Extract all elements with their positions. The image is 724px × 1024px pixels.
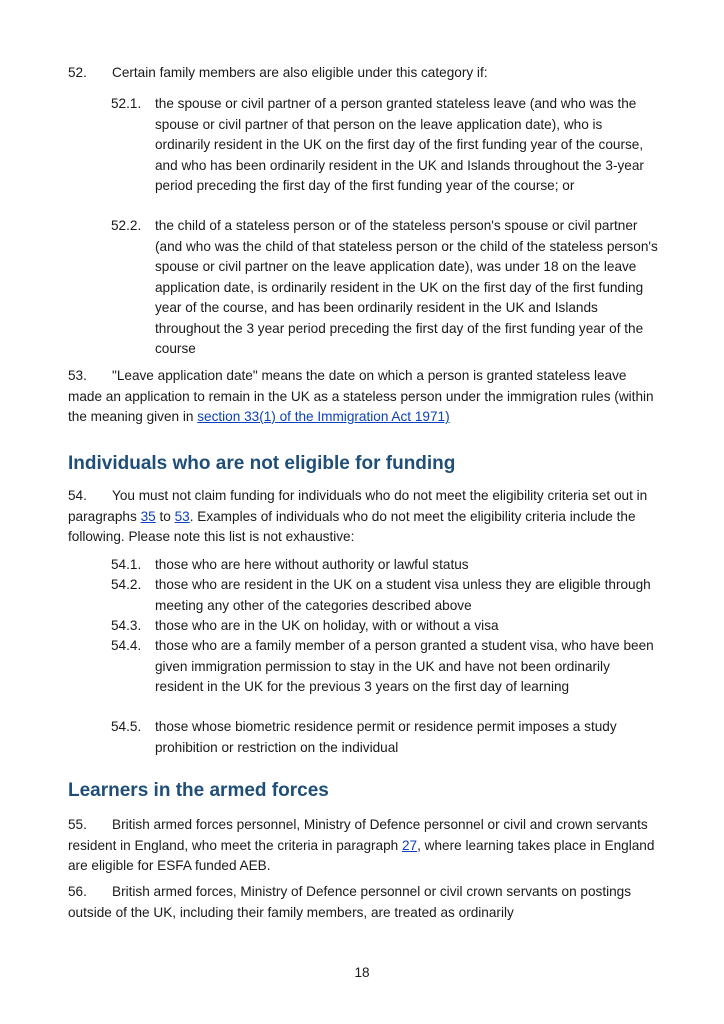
list-item-text: those who are in the UK on holiday, with or without a visa bbox=[155, 618, 499, 633]
list-item-54-4 bbox=[111, 636, 661, 698]
list-item-52-2 bbox=[111, 216, 661, 360]
list-item-text: those who are a family member of a person granted a student visa, who have been given immigration permission to stay in the UK and have not been ordinarily resident in the UK for the previous 3 years on the first day of learning bbox=[155, 638, 654, 694]
paragraph-text: You must not claim funding for individuals who do not meet the eligibility criteria set out in paragraphs bbox=[68, 488, 648, 524]
paragraph-number: 53. bbox=[68, 368, 87, 383]
paragraph-text: Certain family members are also eligible under this category if: bbox=[112, 65, 488, 80]
list-item-number: 52.2. bbox=[111, 218, 142, 233]
list-item-54-3 bbox=[111, 616, 661, 637]
paragraph-text: British armed forces personnel, Ministry of Defence personnel or civil and crown servants resident in England, who meet the criteria in paragraph bbox=[68, 817, 648, 853]
paragraph-53 bbox=[68, 366, 658, 428]
paragraph-53-link[interactable]: 53 bbox=[174, 508, 190, 524]
list-item-number: 54.2. bbox=[111, 577, 142, 592]
immigration-act-link[interactable]: section 33(1) of the Immigration Act 1971) bbox=[197, 409, 450, 424]
list-item-text: the child of a stateless person or of the stateless person's spouse or civil partner (and who was the child of that stateless person or the child of the stateless person's spouse or civil partner on the leave application date), was under 18 on the leave application date, is ordinarily resident in the UK on the first day of the first funding year of the course, and has been ordinarily resident in the UK and Islands throughout the 3 year period preceding the first day of the first funding year of the course bbox=[155, 218, 658, 356]
list-item-number: 54.3. bbox=[111, 618, 142, 633]
paragraph-number: 55. bbox=[68, 817, 87, 832]
list-item-text: those who are resident in the UK on a student visa unless they are eligible through meeting any other of the categories described above bbox=[155, 577, 651, 613]
list-item-text: those whose biometric residence permit or residence permit imposes a study prohibition or restriction on the individual bbox=[155, 719, 617, 755]
paragraph-35-link[interactable]: 35 bbox=[140, 508, 156, 524]
paragraph-number: 52. bbox=[68, 65, 87, 80]
paragraph-number: 54. bbox=[68, 488, 87, 503]
list-item-54-5 bbox=[111, 717, 661, 758]
paragraph-text: "Leave application date" means the date on which a person is granted stateless leave made an application to remain in the UK as a stateless person under the immigration rules (within the meaning given in bbox=[68, 368, 654, 424]
paragraph-56 bbox=[68, 882, 658, 923]
list-item-number: 54.5. bbox=[111, 719, 142, 734]
paragraph-number: 56. bbox=[68, 884, 87, 899]
list-item-54-1 bbox=[111, 555, 661, 576]
paragraph-text: to bbox=[155, 508, 175, 524]
paragraph-text: British armed forces, Ministry of Defence personnel or civil crown servants on postings outside of the UK, including their family members, are treated as ordinarily bbox=[68, 884, 632, 920]
page-number: 18 bbox=[354, 965, 370, 980]
paragraph-text: . Examples of individuals who do not meet the eligibility criteria include the following. Please note this list is not exhaustive: bbox=[68, 508, 636, 544]
paragraph-27-link[interactable]: 27 bbox=[402, 837, 418, 853]
paragraph-text: , where learning takes place in England are eligible for ESFA funded AEB. bbox=[68, 837, 655, 873]
list-item-number: 54.4. bbox=[111, 638, 142, 653]
paragraph-55 bbox=[68, 815, 658, 877]
list-item-number: 54.1. bbox=[111, 557, 142, 572]
list-item-54-2 bbox=[111, 575, 661, 616]
paragraph-52 bbox=[68, 63, 658, 84]
section-heading-not-eligible: Individuals who are not eligible for funding bbox=[68, 453, 456, 474]
list-item-52-1 bbox=[111, 94, 661, 197]
list-item-text: those who are here without authority or lawful status bbox=[155, 557, 469, 572]
section-heading-armed-forces: Learners in the armed forces bbox=[68, 780, 329, 801]
paragraph-54 bbox=[68, 486, 658, 548]
list-item-number: 52.1. bbox=[111, 96, 142, 111]
list-item-text: the spouse or civil partner of a person granted stateless leave (and who was the spouse or civil partner of that person on the leave application date), who is ordinarily resident in the UK on the first day of the first funding year of the course, and who has been ordinarily resident in the UK and Islands throughout the 3-year period preceding the first day of the first funding year of the course; or bbox=[155, 96, 644, 193]
